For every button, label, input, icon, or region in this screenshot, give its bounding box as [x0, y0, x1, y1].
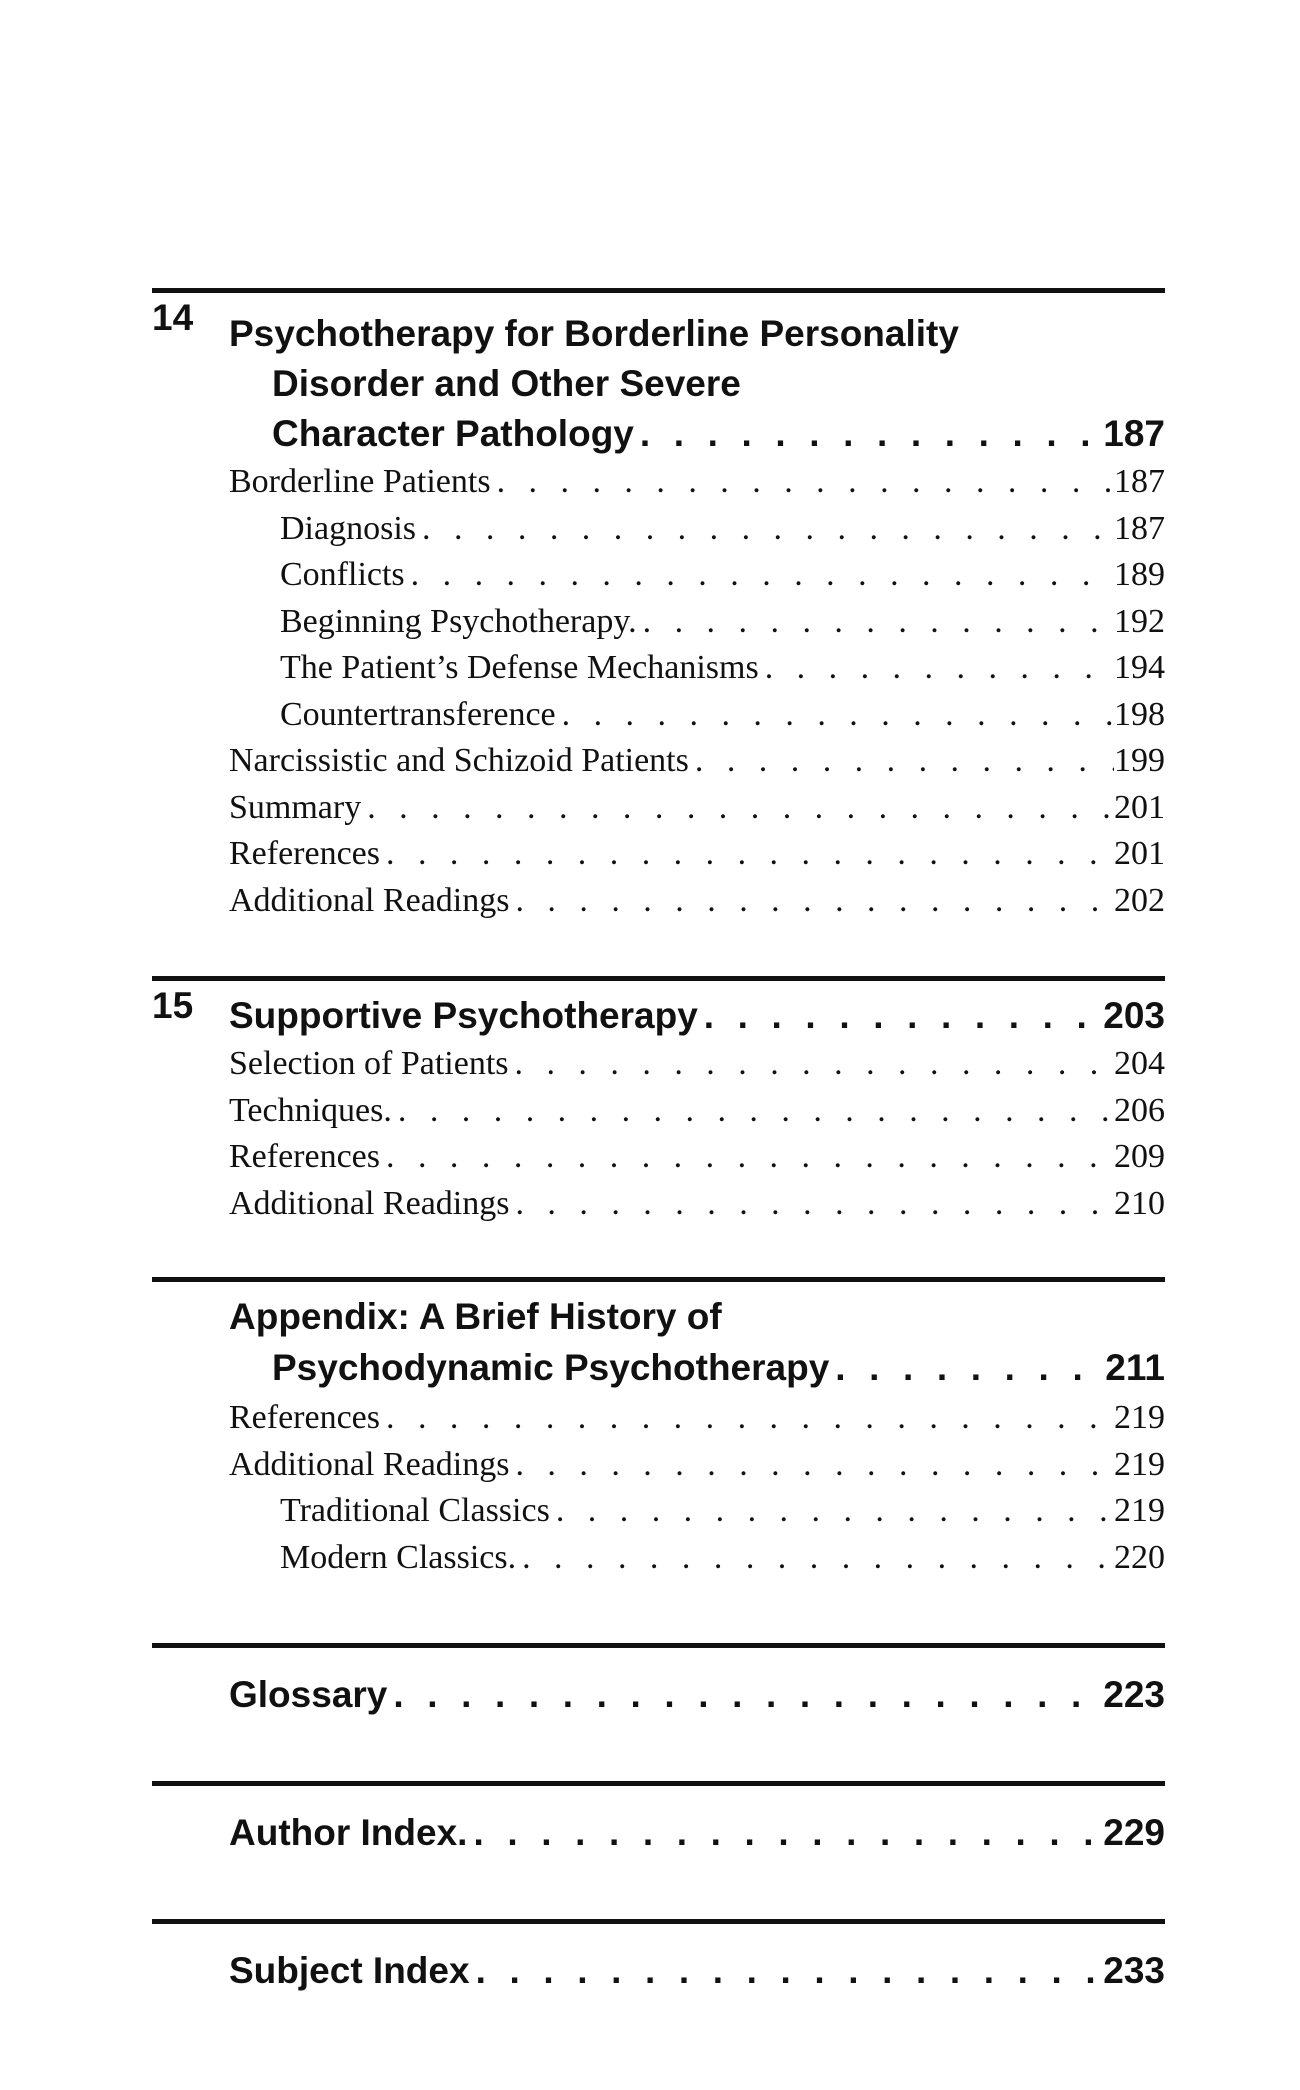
dot-leader — [467, 1808, 1103, 1858]
chapter-page-number: 211 — [1105, 1347, 1165, 1388]
chapter-number: 14 — [152, 297, 194, 338]
entry-page-number: 210 — [1114, 1184, 1165, 1222]
entry-page-number: 220 — [1114, 1538, 1165, 1576]
entry-title: Selection of Patients — [229, 1045, 509, 1082]
chapter-title-row — [229, 1342, 1165, 1393]
chapter-heading[interactable] — [152, 981, 1165, 1041]
entry-title: Techniques. — [229, 1091, 392, 1129]
dot-leader — [361, 785, 1114, 832]
entry-page-number: 187 — [1114, 463, 1165, 500]
dot-leader — [509, 878, 1114, 925]
dot-leader — [392, 1088, 1114, 1135]
chapter-title-text: Glossary — [229, 1674, 388, 1715]
chapter-heading[interactable] — [152, 1648, 1165, 1720]
entry-title: Summary — [229, 788, 362, 826]
entry-page-number: 198 — [1114, 695, 1165, 733]
entry-title: Borderline Patients — [229, 463, 491, 500]
entry-title: Additional Readings — [229, 881, 510, 919]
entry-title: Additional Readings — [229, 1184, 510, 1222]
chapter-title-text: Supportive Psychotherapy — [229, 995, 698, 1036]
dot-leader — [405, 552, 1114, 599]
entry-page-number: 219 — [1114, 1445, 1165, 1483]
chapter-title — [229, 1808, 1165, 1858]
entry-title: Diagnosis — [280, 509, 416, 547]
dot-leader — [698, 991, 1103, 1041]
toc-section — [152, 976, 1165, 1227]
chapter-title — [229, 1946, 1165, 1996]
dot-leader — [829, 1342, 1105, 1393]
dot-leader — [509, 1041, 1114, 1088]
chapter-page-number: 203 — [1103, 995, 1165, 1036]
entry-page-number: 189 — [1114, 556, 1165, 593]
chapter-title-row — [229, 1670, 1165, 1720]
chapter-page-number: 187 — [1103, 413, 1165, 454]
dot-leader — [470, 1946, 1104, 1996]
dot-leader — [634, 409, 1103, 459]
entry-list — [229, 1395, 1165, 1581]
chapter-page-number: 229 — [1103, 1812, 1165, 1853]
entry-list — [229, 1041, 1165, 1227]
entry-page-number: 187 — [1114, 509, 1165, 547]
entry-page-number: 202 — [1114, 881, 1165, 919]
chapter-heading[interactable] — [152, 1786, 1165, 1858]
chapter-page-number: 233 — [1103, 1950, 1165, 1991]
chapter-title-text: Character Pathology — [272, 413, 634, 454]
entry-title: Countertransference — [280, 695, 556, 733]
dot-leader — [509, 1442, 1114, 1489]
chapter-page-number: 223 — [1103, 1674, 1165, 1715]
entry-page-number: 206 — [1114, 1091, 1165, 1129]
toc-entry[interactable] — [229, 692, 1165, 739]
entry-page-number: 201 — [1114, 835, 1165, 872]
toc-entry[interactable] — [229, 1535, 1165, 1582]
chapter-title-row — [229, 1946, 1165, 1996]
toc-entry[interactable] — [229, 645, 1165, 692]
dot-leader — [556, 692, 1114, 739]
chapter-title-line: Psychotherapy for Borderline Personality — [229, 313, 959, 354]
chapter-title — [229, 309, 1165, 459]
entry-title: References — [229, 1138, 381, 1175]
entry-title: References — [229, 1399, 381, 1436]
chapter-title-text: Psychodynamic Psychotherapy — [272, 1347, 830, 1388]
toc-section — [152, 1277, 1165, 1581]
toc-entry[interactable] — [229, 878, 1165, 925]
dot-leader — [509, 1181, 1114, 1228]
toc-section — [152, 1643, 1165, 1720]
chapter-title — [229, 1291, 1165, 1393]
toc-entry[interactable] — [229, 552, 1165, 599]
toc-entry[interactable] — [229, 738, 1165, 785]
dot-leader — [491, 459, 1114, 506]
entry-title: The Patient’s Defense Mechanisms — [280, 649, 759, 686]
chapter-title-text: Subject Index — [229, 1950, 470, 1991]
chapter-title — [229, 1670, 1165, 1720]
table-of-contents — [152, 288, 1165, 1996]
entry-title: Traditional Classics — [280, 1492, 550, 1529]
entry-title: Beginning Psychotherapy. — [280, 602, 637, 640]
toc-entry[interactable] — [229, 599, 1165, 646]
chapter-title-line: Disorder and Other Severe — [272, 363, 741, 404]
toc-entry[interactable] — [229, 785, 1165, 832]
entry-page-number: 192 — [1114, 602, 1165, 640]
chapter-title-line: Appendix: A Brief History of — [229, 1296, 722, 1337]
entry-page-number: 219 — [1114, 1492, 1165, 1529]
entry-title: Modern Classics. — [280, 1538, 517, 1576]
toc-section — [152, 1781, 1165, 1858]
dot-leader — [380, 1395, 1114, 1442]
toc-entry[interactable] — [229, 506, 1165, 553]
toc-entry[interactable] — [229, 831, 1165, 878]
entry-page-number: 194 — [1114, 649, 1165, 686]
chapter-title — [229, 991, 1165, 1041]
dot-leader — [380, 831, 1114, 878]
entry-title: References — [229, 835, 381, 872]
toc-section — [152, 288, 1165, 924]
entry-title: Conflicts — [280, 556, 405, 593]
chapter-heading[interactable] — [152, 1282, 1165, 1393]
chapter-title-row — [229, 1808, 1165, 1858]
entry-title: Additional Readings — [229, 1445, 510, 1483]
dot-leader — [387, 1670, 1103, 1720]
dot-leader — [689, 738, 1114, 785]
entry-title: Narcissistic and Schizoid Patients — [229, 742, 689, 779]
chapter-heading[interactable] — [152, 1924, 1165, 1996]
toc-entry[interactable] — [229, 1181, 1165, 1228]
chapter-title-text: Author Index. — [229, 1812, 468, 1853]
toc-entry[interactable] — [229, 1134, 1165, 1181]
entry-page-number: 201 — [1114, 788, 1165, 826]
toc-entry[interactable] — [229, 1395, 1165, 1442]
entry-page-number: 204 — [1114, 1045, 1165, 1082]
entry-page-number: 199 — [1114, 742, 1165, 779]
entry-page-number: 209 — [1114, 1138, 1165, 1175]
dot-leader — [380, 1134, 1114, 1181]
toc-entry[interactable] — [229, 1442, 1165, 1489]
toc-entry[interactable] — [229, 1041, 1165, 1088]
chapter-heading[interactable] — [152, 293, 1165, 459]
entry-list — [229, 459, 1165, 924]
toc-entry[interactable] — [229, 1088, 1165, 1135]
dot-leader — [516, 1535, 1114, 1582]
chapter-title-row — [229, 991, 1165, 1041]
dot-leader — [416, 506, 1114, 553]
toc-section — [152, 1919, 1165, 1996]
toc-entry[interactable] — [229, 459, 1165, 506]
chapter-title-row — [229, 409, 1165, 459]
entry-page-number: 219 — [1114, 1399, 1165, 1436]
chapter-number: 15 — [152, 985, 194, 1026]
dot-leader — [550, 1488, 1114, 1535]
dot-leader — [759, 645, 1114, 692]
dot-leader — [637, 599, 1114, 646]
toc-entry[interactable] — [229, 1488, 1165, 1535]
